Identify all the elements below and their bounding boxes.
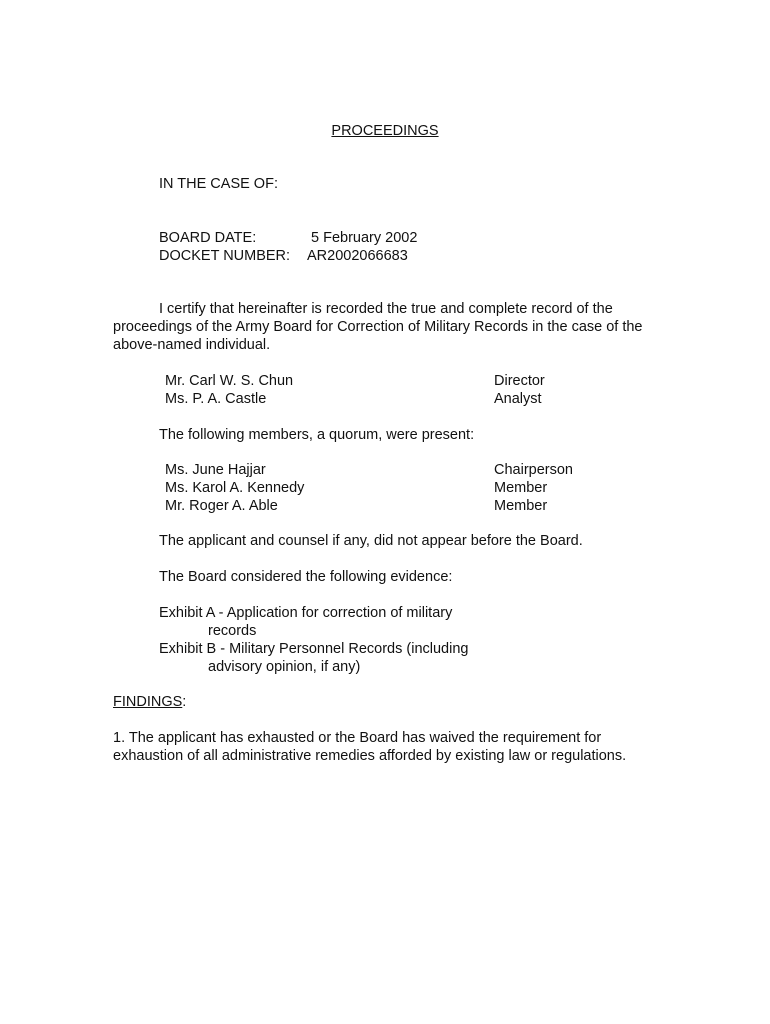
case-line: IN THE CASE OF: — [159, 176, 278, 192]
staff-name: Ms. P. A. Castle — [165, 391, 267, 407]
member-role: Chairperson — [494, 462, 573, 478]
member-role: Member — [494, 480, 548, 496]
member-name: Ms. Karol A. Kennedy — [165, 480, 305, 496]
exhibit-continuation: records — [208, 623, 257, 639]
members-intro: The following members, a quorum, were present: — [159, 427, 475, 443]
exhibit-item — [159, 604, 499, 640]
member-name: Mr. Roger A. Able — [165, 498, 278, 514]
findings-heading-text: FINDINGS — [113, 694, 183, 710]
staff-name: Mr. Carl W. S. Chun — [165, 373, 294, 389]
certification-paragraph: I certify that hereinafter is recorded the true and complete record of the proceedings of the Army Board for Correction of Military Records in the case of the above-named individual. — [113, 301, 643, 353]
board-date-label: BOARD DATE: — [159, 230, 257, 246]
exhibit-continuation: advisory opinion, if any) — [208, 659, 361, 675]
docket-number-label: DOCKET NUMBER: — [159, 248, 291, 264]
board-date-value: 5 February 2002 — [311, 230, 418, 246]
finding-1: 1. The applicant has exhausted or the Board has waived the requirement for exhaustion of all administrative remedies afforded by existing law or regulations. — [113, 730, 627, 764]
exhibit-line: Exhibit A - Application for correction of military — [159, 605, 453, 621]
findings-heading — [113, 693, 186, 711]
appearance-statement: The applicant and counsel if any, did not appear before the Board. — [159, 533, 583, 549]
staff-role: Director — [494, 373, 545, 389]
page-title: PROCEEDINGS — [331, 123, 439, 139]
findings-heading-colon: : — [182, 694, 187, 710]
member-role: Member — [494, 498, 548, 514]
exhibit-line: Exhibit B - Military Personnel Records (including — [159, 641, 469, 657]
exhibit-item — [159, 640, 499, 676]
evidence-intro: The Board considered the following evidence: — [159, 569, 453, 585]
docket-number-value: AR2002066683 — [307, 248, 408, 264]
staff-role: Analyst — [494, 391, 542, 407]
member-name: Ms. June Hajjar — [165, 462, 266, 478]
